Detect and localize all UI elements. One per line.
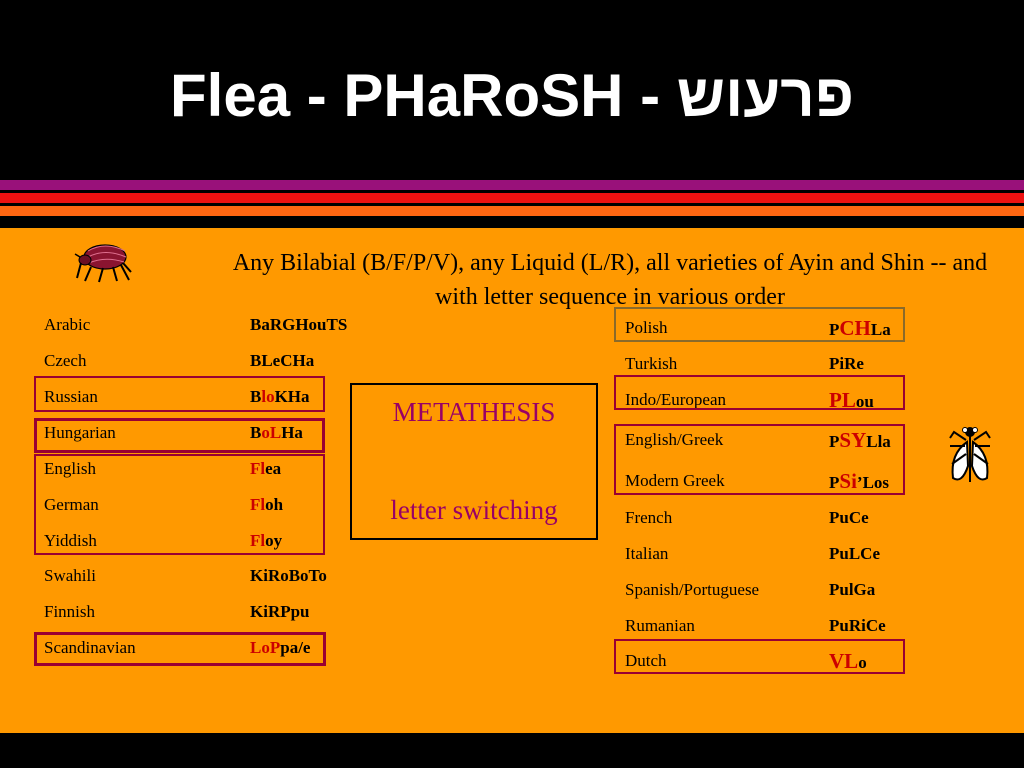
word-part: La (870, 320, 891, 339)
word-part: PuCe (829, 508, 869, 527)
language-name: Turkish (625, 354, 678, 373)
word-part: KiRoBoTo (250, 566, 327, 585)
language-name: Russian (44, 387, 98, 406)
word-part: B (250, 423, 262, 442)
word-part: ea (265, 459, 282, 478)
highlight-box-dutch (614, 639, 905, 674)
word-part: PiRe (829, 354, 864, 373)
word-part: o (858, 653, 867, 672)
language-row (625, 572, 905, 608)
footer-bar (0, 733, 1024, 768)
stripe-orange-red (0, 206, 1024, 216)
language-name: German (44, 495, 99, 514)
highlight-box-polish (614, 307, 905, 342)
highlight-box-f-group (34, 454, 325, 555)
language-name: Czech (44, 351, 87, 370)
word-highlight: SY (839, 428, 867, 452)
word-highlight: VL (829, 649, 859, 673)
language-row (625, 500, 905, 536)
language-name: Modern Greek (625, 471, 725, 490)
word-part: Ha (281, 423, 303, 442)
word-part: Lla (866, 432, 891, 451)
language-name: Indo/European (625, 390, 727, 409)
word-highlight: PL (829, 388, 856, 412)
language-row (44, 343, 334, 379)
highlight-box-greek (614, 424, 905, 495)
language-name: Rumanian (625, 616, 695, 635)
highlight-box-indo-european (614, 375, 905, 410)
word-highlight: Fl (250, 531, 266, 550)
word-highlight: oL (261, 423, 282, 442)
word-highlight: lo (261, 387, 275, 406)
language-name: English (44, 459, 96, 478)
language-name: Yiddish (44, 531, 97, 550)
flea-word (829, 572, 875, 608)
word-part: BaRGHouTS (250, 315, 348, 334)
language-name: Dutch (625, 651, 667, 670)
language-row (44, 594, 334, 630)
fly-icon (944, 422, 996, 486)
flea-word (250, 343, 314, 379)
stripe-red (0, 193, 1024, 203)
language-name: Scandinavian (44, 638, 136, 657)
flea-icon (73, 236, 133, 286)
language-name: French (625, 508, 673, 527)
language-name: Arabic (44, 315, 91, 334)
stripe-black-3 (0, 216, 1024, 228)
word-highlight: Fl (250, 495, 266, 514)
word-part: B (250, 387, 262, 406)
flea-word (250, 307, 347, 343)
highlight-box-hungarian (34, 418, 325, 453)
word-part: P (829, 473, 840, 492)
language-name: Polish (625, 318, 668, 337)
flea-word (250, 558, 327, 594)
word-part: oh (265, 495, 284, 514)
word-part: PulGa (829, 580, 876, 599)
language-row (44, 558, 334, 594)
flea-word (250, 594, 310, 630)
word-highlight: CH (839, 316, 871, 340)
highlight-box-russian (34, 376, 325, 412)
language-name: Hungarian (44, 423, 116, 442)
word-highlight: Si (839, 469, 857, 493)
subtitle-description: Any Bilabial (B/F/P/V), any Liquid (L/R), all varieties of Ayin and Shin -- and with letter sequence in various order (232, 250, 988, 310)
language-row (625, 536, 905, 572)
slide-title: Flea - PHaRoSH - פרעוש (170, 62, 854, 129)
word-part: KHa (274, 387, 310, 406)
language-name: English/Greek (625, 430, 724, 449)
content-panel (0, 228, 1024, 733)
word-part: P (829, 320, 840, 339)
highlight-box-scandinavian (34, 632, 326, 666)
title-bar (0, 0, 1024, 180)
language-name: Spanish/Portuguese (625, 580, 760, 599)
metathesis-caption: letter switching (390, 495, 558, 525)
metathesis-heading: METATHESIS (392, 397, 556, 427)
word-part: P (829, 432, 840, 451)
language-name: Finnish (44, 602, 96, 621)
word-highlight: LoP (250, 638, 281, 657)
word-part: ’Los (856, 473, 890, 492)
word-part: oy (265, 531, 283, 550)
metathesis-box (350, 383, 598, 540)
language-name: Swahili (44, 566, 96, 585)
flea-word (829, 500, 869, 536)
word-part: PuLCe (829, 544, 880, 563)
word-part: KiRPpu (250, 602, 310, 621)
word-part: ou (855, 392, 874, 411)
stripe-purple (0, 180, 1024, 190)
word-part: PuRiCe (829, 616, 886, 635)
word-part: BLeCHa (250, 351, 315, 370)
word-highlight: Fl (250, 459, 266, 478)
language-row (44, 307, 348, 343)
word-part: pa/e (280, 638, 311, 657)
language-name: Italian (625, 544, 669, 563)
flea-word (829, 536, 880, 572)
